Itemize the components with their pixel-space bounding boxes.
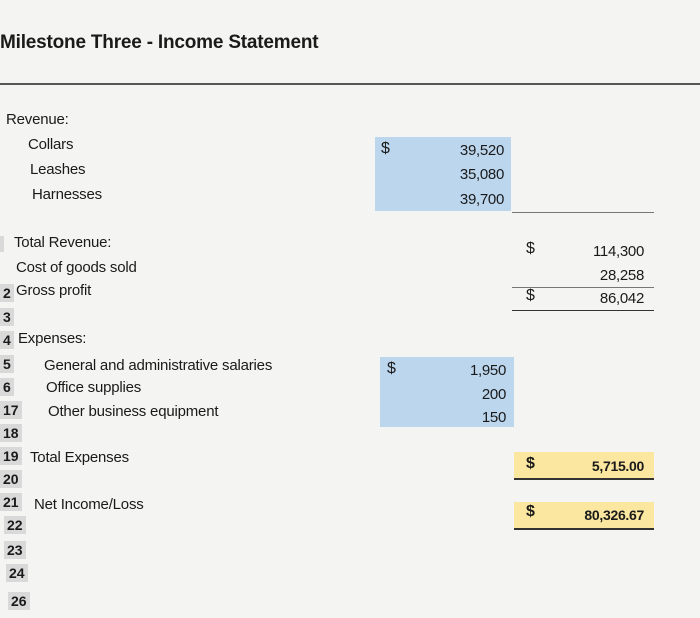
expense-currency-symbol: $ [387, 360, 396, 377]
net-income-currency: $ [526, 503, 535, 520]
total-expenses-value[interactable]: 5,715.00 [591, 458, 644, 474]
cogs-value[interactable]: 28,258 [599, 267, 644, 284]
revenue-heading: Revenue: [6, 111, 69, 128]
expense-item-label: Other business equipment [48, 403, 219, 420]
row-header[interactable]: 19 [0, 447, 22, 465]
subtotal-rule [512, 212, 654, 213]
revenue-item-label: Collars [28, 136, 74, 153]
row-header[interactable]: 5 [0, 355, 14, 373]
row-header[interactable]: 3 [0, 308, 14, 326]
page-title: Milestone Three - Income Statement [0, 32, 319, 53]
revenue-item-value[interactable]: 39,700 [459, 191, 504, 208]
row-header[interactable]: 4 [0, 331, 14, 349]
expense-item-value[interactable]: 1,950 [469, 362, 506, 379]
net-income-value[interactable]: 80,326.67 [584, 507, 644, 523]
net-income-label: Net Income/Loss [34, 496, 144, 513]
row-header[interactable]: 24 [6, 564, 28, 582]
row-header[interactable]: 26 [8, 592, 30, 610]
row-header[interactable]: 17 [0, 401, 22, 419]
cogs-label: Cost of goods sold [16, 259, 137, 276]
row-header[interactable]: 22 [4, 516, 26, 534]
row-header[interactable]: 6 [0, 378, 14, 396]
row-header[interactable] [0, 236, 4, 252]
expense-item-value[interactable]: 200 [481, 386, 506, 403]
row-header[interactable]: 23 [4, 541, 26, 559]
row-header[interactable]: 18 [0, 424, 22, 442]
revenue-item-label: Leashes [30, 161, 86, 178]
total-revenue-currency: $ [526, 240, 535, 257]
total-expenses-currency: $ [526, 455, 535, 472]
revenue-currency-symbol: $ [381, 140, 390, 157]
row-header[interactable]: 20 [0, 470, 22, 488]
expense-item-label: General and administrative salaries [44, 357, 273, 374]
revenue-item-label: Harnesses [32, 186, 102, 203]
gross-profit-value[interactable]: 86,042 [599, 290, 644, 307]
revenue-item-value[interactable]: 35,080 [459, 166, 504, 183]
expense-item-value[interactable]: 150 [481, 409, 506, 426]
total-expenses-label: Total Expenses [30, 449, 129, 466]
row-header[interactable]: 2 [0, 284, 14, 302]
gross-profit-label: Gross profit [16, 282, 92, 299]
total-revenue-label: Total Revenue: [14, 234, 112, 251]
total-revenue-value[interactable]: 114,300 [592, 243, 644, 260]
gross-profit-bottom-rule [512, 310, 654, 311]
title-divider [0, 83, 700, 85]
expense-item-label: Office supplies [46, 379, 142, 396]
expenses-heading: Expenses: [18, 330, 87, 347]
revenue-item-value[interactable]: 39,520 [459, 142, 504, 159]
gross-profit-currency: $ [526, 287, 535, 304]
row-header[interactable]: 21 [0, 493, 22, 511]
